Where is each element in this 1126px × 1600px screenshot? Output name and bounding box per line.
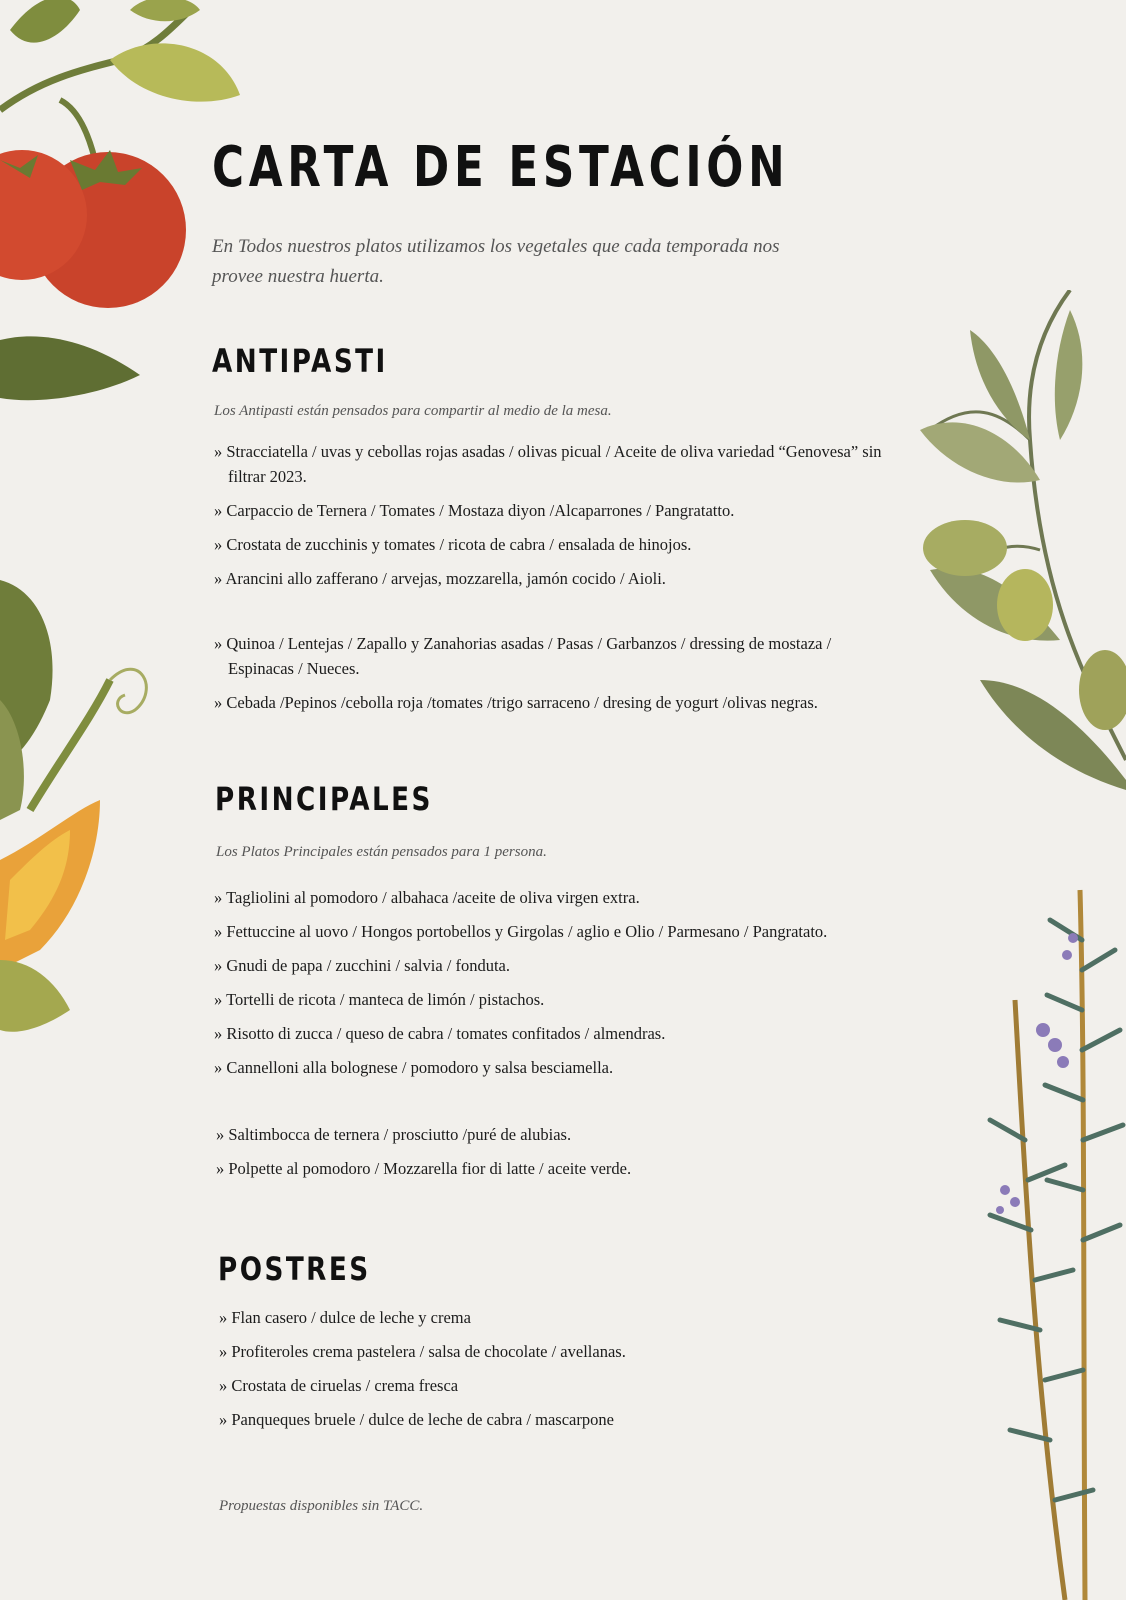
menu-item: » Stracciatella / uvas y cebollas rojas asadas / olivas picual / Aceite de oliva variedad “Genovesa” sin filtrar 2023. — [214, 439, 894, 489]
menu-item: » Flan casero / dulce de leche y crema — [219, 1305, 899, 1330]
menu-item: » Arancini allo zafferano / arvejas, mozzarella, jamón cocido / Aioli. — [214, 566, 894, 591]
menu-item: » Risotto di zucca / queso de cabra / tomates confitados / almendras. — [214, 1021, 914, 1046]
menu-item: » Fettuccine al uovo / Hongos portobellos y Girgolas / aglio e Olio / Parmesano / Pangratato. — [214, 919, 914, 944]
menu-item: » Cebada /Pepinos /cebolla roja /tomates /trigo sarraceno / dresing de yogurt /olivas negras. — [214, 690, 894, 715]
principales-list — [214, 885, 914, 1089]
section-title-principales: PRINCIPALES — [215, 780, 433, 818]
menu-item: » Carpaccio de Ternera / Tomates / Mostaza diyon /Alcaparrones / Pangratatto. — [214, 498, 894, 523]
page-title: CARTA DE ESTACIÓN — [212, 135, 790, 200]
menu-item: » Tortelli de ricota / manteca de limón / pistachos. — [214, 987, 914, 1012]
section-title-postres: POSTRES — [218, 1250, 371, 1288]
postres-list — [219, 1305, 899, 1441]
menu-item: » Crostata de ciruelas / crema fresca — [219, 1373, 899, 1398]
section-note-antipasti: Los Antipasti están pensados para compartir al medio de la mesa. — [214, 403, 612, 419]
principales-list-secondary — [216, 1122, 896, 1190]
menu-item: » Cannelloni alla bolognese / pomodoro y salsa besciamella. — [214, 1055, 914, 1080]
menu-item: » Polpette al pomodoro / Mozzarella fior di latte / aceite verde. — [216, 1156, 896, 1181]
menu-item: » Panqueques bruele / dulce de leche de cabra / mascarpone — [219, 1407, 899, 1432]
menu-item: » Tagliolini al pomodoro / albahaca /aceite de oliva virgen extra. — [214, 885, 914, 910]
menu-item: » Crostata de zucchinis y tomates / ricota de cabra / ensalada de hinojos. — [214, 532, 894, 557]
menu-item: » Gnudi de papa / zucchini / salvia / fonduta. — [214, 953, 914, 978]
menu-item: » Profiteroles crema pastelera / salsa de chocolate / avellanas. — [219, 1339, 899, 1364]
section-title-antipasti: ANTIPASTI — [212, 342, 388, 380]
footer-note: Propuestas disponibles sin TACC. — [219, 1498, 424, 1514]
intro-text: En Todos nuestros platos utilizamos los vegetales que cada temporada nos provee nuestra huerta. — [212, 236, 780, 287]
section-note-principales: Los Platos Principales están pensados para 1 persona. — [216, 844, 547, 860]
menu-item: » Quinoa / Lentejas / Zapallo y Zanahorias asadas / Pasas / Garbanzos / dressing de mostaza / Espinacas / Nueces. — [214, 631, 894, 681]
antipasti-list — [214, 439, 894, 600]
menu-item: » Saltimbocca de ternera / prosciutto /puré de alubias. — [216, 1122, 896, 1147]
antipasti-list-secondary — [214, 631, 894, 724]
